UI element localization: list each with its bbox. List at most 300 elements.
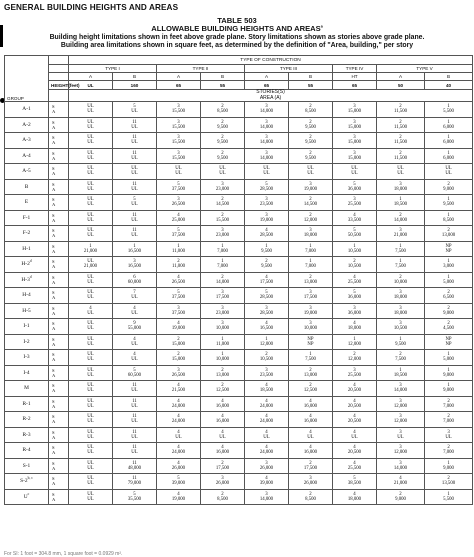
class-header: B	[289, 73, 333, 81]
stories-value: 2	[309, 383, 312, 389]
table-title-block	[0, 17, 474, 50]
table-row	[5, 319, 473, 335]
stories-value: 4	[133, 336, 136, 342]
area-value: 3,000	[443, 264, 454, 270]
value-cell	[69, 458, 113, 474]
value-cell	[201, 241, 245, 257]
value-cell	[377, 365, 425, 381]
area-value: 9,500	[443, 202, 454, 208]
class-header: A	[157, 73, 201, 81]
value-cell	[245, 489, 289, 505]
stories-value: 4	[177, 429, 180, 435]
area-value: 13,000	[303, 279, 318, 285]
stories-marker: S	[52, 336, 55, 342]
value-cell	[289, 365, 333, 381]
area-value: 19,000	[171, 326, 186, 332]
stories-value: 5	[133, 491, 136, 497]
area-value: 28,500	[259, 186, 274, 192]
value-cell	[425, 350, 473, 366]
value-cell	[201, 164, 245, 180]
stories-value: 3	[177, 135, 180, 141]
stories-value: 1	[133, 243, 136, 249]
area-value: UL	[131, 217, 138, 223]
sa-label-cell	[49, 443, 69, 459]
area-value: 7,500	[395, 264, 406, 270]
stories-value: 11	[132, 135, 137, 141]
table-row	[5, 381, 473, 397]
class-header: A	[245, 73, 289, 81]
value-cell	[201, 195, 245, 211]
area-value: NP	[307, 341, 314, 347]
stories-value: 1	[353, 336, 356, 342]
area-value: 16,000	[303, 403, 318, 409]
value-cell	[377, 381, 425, 397]
area-value: 39,000	[171, 481, 186, 487]
stories-value: 4	[265, 398, 268, 404]
group-name: R-1	[22, 400, 31, 407]
value-cell	[333, 334, 377, 350]
stories-value: 1	[89, 243, 92, 249]
area-value: 24,000	[171, 419, 186, 425]
value-cell	[333, 272, 377, 288]
value-cell	[113, 164, 157, 180]
value-cell	[157, 164, 201, 180]
value-cell	[113, 396, 157, 412]
area-value: 26,000	[303, 481, 318, 487]
value-cell	[157, 381, 201, 397]
stories-value: 3	[221, 305, 224, 311]
area-value: 8,500	[443, 217, 454, 223]
value-cell	[289, 350, 333, 366]
stories-value: 4	[177, 212, 180, 218]
value-cell	[333, 210, 377, 226]
stories-value: 2	[399, 212, 402, 218]
value-cell	[333, 365, 377, 381]
area-marker: A	[52, 155, 56, 161]
area-value: 13,000	[303, 372, 318, 378]
group-cell	[5, 458, 49, 474]
stories-value: 4	[353, 212, 356, 218]
value-cell	[289, 288, 333, 304]
value-cell	[113, 489, 157, 505]
value-cell	[69, 257, 113, 273]
area-value: 15,500	[215, 217, 230, 223]
area-marker: A	[52, 248, 56, 254]
group-name: E	[24, 199, 29, 206]
value-cell	[113, 319, 157, 335]
stories-value: 4	[265, 228, 268, 234]
value-cell	[69, 427, 113, 443]
area-value: UL	[263, 171, 270, 177]
stories-value: 2	[221, 197, 224, 203]
table-row	[5, 458, 473, 474]
stories-value: 2	[399, 135, 402, 141]
area-value: 25,000	[171, 217, 186, 223]
value-cell	[425, 381, 473, 397]
value-cell	[69, 288, 113, 304]
value-cell	[113, 241, 157, 257]
group-cell	[5, 210, 49, 226]
stories-value: 4	[133, 352, 136, 358]
value-cell	[377, 412, 425, 428]
stories-value: 3	[221, 476, 224, 482]
value-cell	[425, 257, 473, 273]
stories-value: 5	[353, 476, 356, 482]
stories-value: 5	[133, 197, 136, 203]
area-value: UL	[87, 465, 94, 471]
class-header: B	[201, 73, 245, 81]
height-label: HEIGHT(feet)	[49, 81, 69, 90]
table-row	[5, 272, 473, 288]
value-cell	[201, 396, 245, 412]
area-value: 13,500	[441, 481, 456, 487]
group-cell	[5, 489, 49, 505]
value-cell	[201, 272, 245, 288]
area-value: 6,000	[443, 140, 454, 146]
value-cell	[69, 179, 113, 195]
stories-value: 4	[353, 460, 356, 466]
stories-marker: S	[52, 491, 55, 497]
value-cell	[377, 210, 425, 226]
table-row	[5, 164, 473, 180]
stories-value: 1	[309, 259, 312, 265]
area-value: UL	[131, 186, 138, 192]
area-value: 25,500	[347, 372, 362, 378]
value-cell	[425, 148, 473, 164]
value-cell	[113, 102, 157, 118]
value-cell	[245, 272, 289, 288]
stories-value: 3	[399, 321, 402, 327]
area-value: 18,000	[393, 310, 408, 316]
stories-value: 11	[132, 414, 137, 420]
value-cell	[157, 443, 201, 459]
running-header: GENERAL BUILDING HEIGHTS AND AREAS	[4, 3, 179, 12]
stories-value: NP	[307, 336, 314, 342]
value-cell	[425, 133, 473, 149]
area-value: UL	[131, 434, 138, 440]
area-value: UL	[131, 109, 138, 115]
stories-value: 3	[177, 197, 180, 203]
table-row	[5, 303, 473, 319]
stories-value: 1	[221, 243, 224, 249]
sa-label-cell	[49, 303, 69, 319]
stories-value: 2	[177, 352, 180, 358]
stories-marker: S	[52, 119, 55, 125]
area-value: 13,000	[215, 372, 230, 378]
table-row	[5, 396, 473, 412]
stories-marker: S	[52, 398, 55, 404]
area-value: 7,500	[395, 248, 406, 254]
stories-marker: S	[52, 166, 55, 172]
value-cell	[289, 257, 333, 273]
area-value: 16,000	[215, 403, 230, 409]
stories-value: 3	[399, 383, 402, 389]
area-value: UL	[87, 434, 94, 440]
area-value: UL	[87, 155, 94, 161]
area-marker: A	[52, 264, 56, 270]
value-cell	[201, 319, 245, 335]
area-value: 11,000	[215, 341, 229, 347]
area-value: 10,500	[347, 248, 362, 254]
table-row	[5, 148, 473, 164]
area-value: 12,000	[393, 419, 408, 425]
height-value: 55	[201, 81, 245, 90]
area-value: 16,000	[215, 450, 230, 456]
area-value: 36,000	[347, 295, 362, 301]
value-cell	[69, 272, 113, 288]
area-value: 5,500	[443, 496, 454, 502]
area-value: 19,000	[171, 496, 186, 502]
area-value: 37,500	[171, 186, 186, 192]
area-value: 18,000	[347, 326, 362, 332]
value-cell	[113, 458, 157, 474]
stories-value: 3	[399, 398, 402, 404]
value-cell	[245, 458, 289, 474]
area-value: 60,500	[127, 372, 142, 378]
stories-value: 7	[133, 290, 136, 296]
area-value: 14,000	[259, 109, 274, 115]
area-value: 11,500	[393, 140, 407, 146]
group-name: H-5	[22, 307, 31, 314]
value-cell	[157, 257, 201, 273]
value-cell	[245, 195, 289, 211]
area-value: 4,500	[443, 326, 454, 332]
group-cell	[5, 381, 49, 397]
area-value: UL	[87, 109, 94, 115]
value-cell	[69, 303, 113, 319]
value-cell	[113, 365, 157, 381]
value-cell	[377, 319, 425, 335]
value-cell	[333, 412, 377, 428]
value-cell	[333, 164, 377, 180]
sa-label-cell	[49, 164, 69, 180]
area-value: 11,500	[393, 155, 407, 161]
stories-value: 3	[265, 104, 268, 110]
stories-value: 4	[265, 321, 268, 327]
area-value: 36,000	[347, 310, 362, 316]
stories-value: 2	[221, 383, 224, 389]
area-value: 15,000	[171, 341, 186, 347]
type-header-2: TYPE II	[157, 65, 245, 73]
table-row	[5, 226, 473, 242]
value-cell	[113, 272, 157, 288]
stories-value: UL	[131, 166, 138, 172]
value-cell	[377, 272, 425, 288]
value-cell	[245, 102, 289, 118]
stories-value: 1	[399, 336, 402, 342]
stories-value: 2	[309, 460, 312, 466]
stories-value: 2	[221, 212, 224, 218]
value-cell	[245, 443, 289, 459]
stories-value: 3	[177, 305, 180, 311]
area-value: 9,500	[305, 124, 316, 130]
stories-value: 11	[132, 383, 137, 389]
stories-value: 4	[177, 445, 180, 451]
stories-value: 2	[309, 197, 312, 203]
stories-value: 3	[177, 119, 180, 125]
stories-value: 1	[265, 336, 268, 342]
value-cell	[245, 148, 289, 164]
table-row	[5, 427, 473, 443]
value-cell	[377, 288, 425, 304]
area-marker: A	[52, 140, 56, 146]
value-cell	[245, 257, 289, 273]
area-value: 19,000	[303, 186, 318, 192]
table-title-footnote: a	[320, 24, 323, 29]
area-value: UL	[87, 481, 94, 487]
value-cell	[377, 396, 425, 412]
stories-area-header	[69, 90, 473, 102]
stories-value: 11	[132, 150, 137, 156]
value-cell	[69, 195, 113, 211]
stories-value: 11	[132, 476, 137, 482]
height-note: Building height limitations shown in feet above grade plane. Story limitations shown as stories above grade plane.	[49, 33, 425, 41]
class-header: B	[425, 73, 473, 81]
stories-value: 2	[265, 259, 268, 265]
stories-value: 1	[309, 352, 312, 358]
sa-label-cell	[49, 117, 69, 133]
stories-value: 2	[399, 150, 402, 156]
stories-label: STORIES(S)	[256, 89, 285, 96]
value-cell	[289, 133, 333, 149]
value-cell	[289, 241, 333, 257]
area-value: 12,000	[347, 357, 362, 363]
stories-value: 3	[133, 259, 136, 265]
area-value: 19,000	[259, 217, 274, 223]
area-value: 28,500	[259, 295, 274, 301]
value-cell	[157, 210, 201, 226]
stories-value: 4	[177, 321, 180, 327]
value-cell	[157, 396, 201, 412]
area-value: 37,500	[171, 310, 186, 316]
group-name: I-4	[23, 369, 30, 376]
stories-value: 2	[221, 274, 224, 280]
value-cell	[289, 117, 333, 133]
stories-value: 6	[133, 274, 136, 280]
area-marker: A	[52, 481, 56, 487]
stories-value: 1	[447, 212, 450, 218]
value-cell	[69, 226, 113, 242]
stories-value: 1	[221, 259, 224, 265]
table-row	[5, 443, 473, 459]
value-cell	[245, 303, 289, 319]
stories-value: UL	[87, 212, 94, 218]
stories-marker: S	[52, 181, 55, 187]
value-cell	[113, 148, 157, 164]
area-value: UL	[87, 341, 94, 347]
stories-value: 2	[221, 150, 224, 156]
group-cell	[5, 148, 49, 164]
stories-value: 3	[265, 367, 268, 373]
area-value: 14,000	[259, 124, 274, 130]
value-cell	[289, 412, 333, 428]
group-cell	[5, 303, 49, 319]
sa-label-cell	[49, 319, 69, 335]
allowable-heights-areas-table	[4, 55, 473, 505]
group-name: H-3	[21, 276, 30, 283]
value-cell	[377, 117, 425, 133]
value-cell	[157, 489, 201, 505]
table-title-text: ALLOWABLE BUILDING HEIGHTS AND AREAS	[151, 24, 321, 34]
stories-value: UL	[175, 166, 182, 172]
class-header: B	[113, 73, 157, 81]
area-value: UL	[87, 372, 94, 378]
group-cell	[5, 443, 49, 459]
area-value: UL	[87, 326, 94, 332]
group-cell	[5, 195, 49, 211]
stories-marker: S	[52, 305, 55, 311]
value-cell	[69, 489, 113, 505]
stories-value: UL	[87, 181, 94, 187]
area-value: 7,000	[443, 403, 454, 409]
value-cell	[157, 427, 201, 443]
stories-value: 3	[221, 290, 224, 296]
area-value: UL	[131, 310, 138, 316]
stories-value: 5	[265, 290, 268, 296]
stories-value: 3	[265, 460, 268, 466]
area-value: UL	[87, 310, 94, 316]
area-value: 14,000	[215, 279, 230, 285]
value-cell	[113, 443, 157, 459]
group-name: H-2	[21, 261, 30, 268]
value-cell	[201, 350, 245, 366]
value-cell	[113, 210, 157, 226]
area-value: 9,500	[305, 155, 316, 161]
sa-label-cell	[49, 133, 69, 149]
value-cell	[289, 319, 333, 335]
sa-label-cell	[49, 365, 69, 381]
stories-value: 3	[353, 119, 356, 125]
stories-value: 1	[177, 243, 180, 249]
sa-label-cell	[49, 148, 69, 164]
group-name: H-4	[22, 292, 31, 299]
stories-value: 4	[353, 491, 356, 497]
area-value: 15,000	[347, 124, 362, 130]
stories-value: 4	[177, 383, 180, 389]
class-header: A	[69, 73, 113, 81]
stories-value: 3	[309, 305, 312, 311]
area-value: 7,500	[305, 357, 316, 363]
stories-marker: S	[52, 429, 55, 435]
value-cell	[201, 257, 245, 273]
area-value: UL	[397, 434, 404, 440]
value-cell	[377, 257, 425, 273]
sa-label-cell	[49, 350, 69, 366]
area-value: 9,500	[217, 124, 228, 130]
value-cell	[333, 226, 377, 242]
value-cell	[69, 381, 113, 397]
stories-value: 3	[399, 290, 402, 296]
area-value: 21,000	[393, 481, 408, 487]
stories-value: 3	[265, 212, 268, 218]
area-value: 21,000	[83, 264, 98, 270]
stories-value: 2	[447, 290, 450, 296]
height-value: 65	[333, 81, 377, 90]
type-header-5: TYPE V	[377, 65, 473, 73]
area-value: UL	[87, 357, 94, 363]
area-value: 10,500	[347, 264, 362, 270]
value-cell	[377, 474, 425, 490]
area-value: 25,500	[347, 279, 362, 285]
area-value: NP	[445, 248, 452, 254]
area-value: 14,000	[393, 388, 408, 394]
area-value: 39,000	[259, 481, 274, 487]
area-value: UL	[175, 434, 182, 440]
group-cell	[5, 412, 49, 428]
stories-value: 5	[177, 290, 180, 296]
value-cell	[425, 365, 473, 381]
value-cell	[245, 164, 289, 180]
